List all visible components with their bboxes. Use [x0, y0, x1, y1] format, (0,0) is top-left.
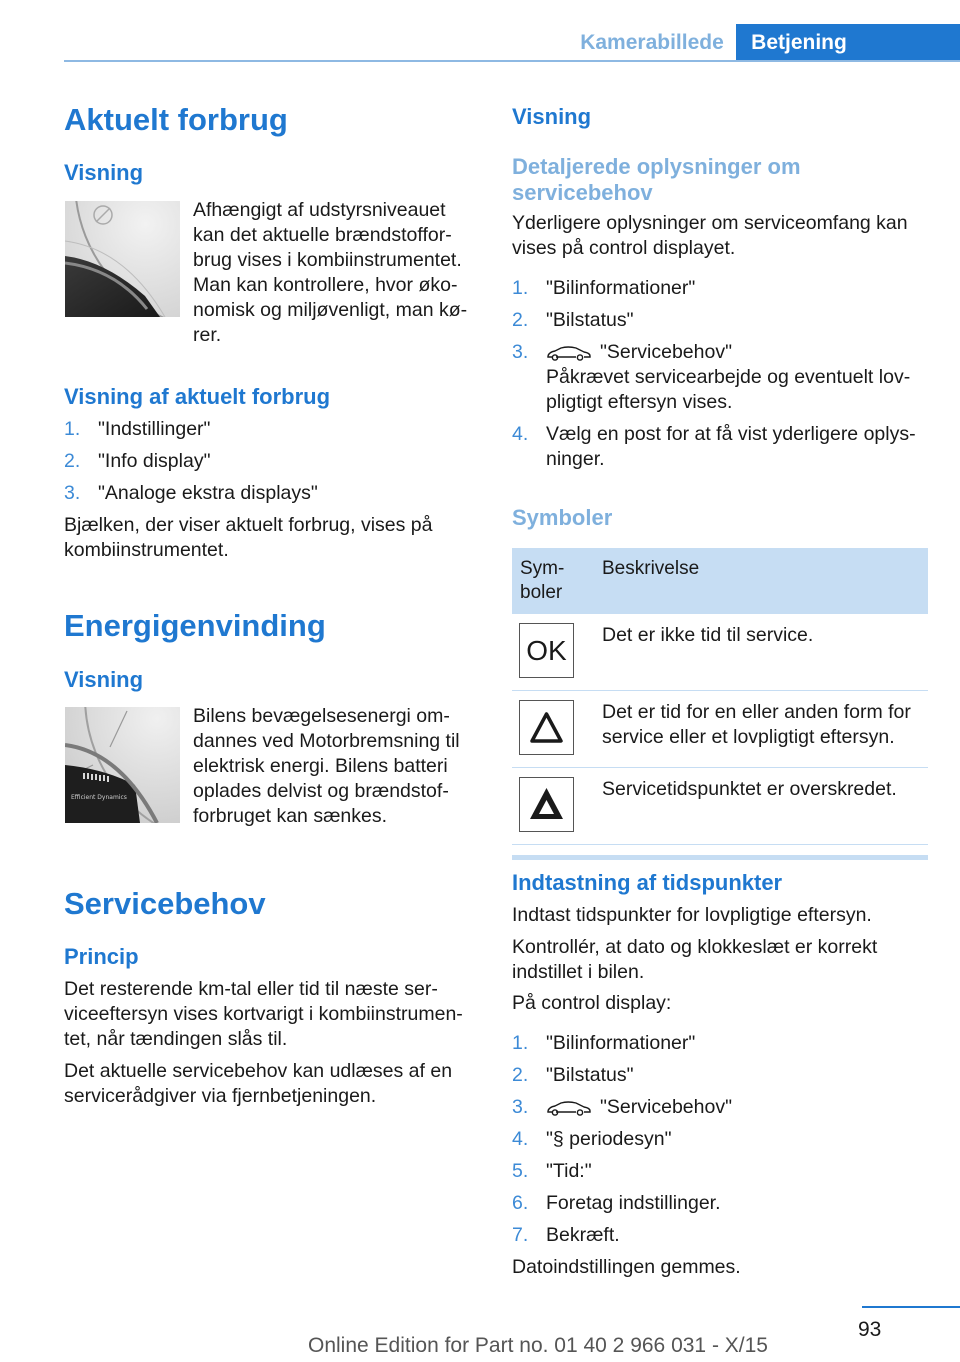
list-item [64, 481, 476, 506]
step-number: 3. [512, 341, 529, 363]
warning-triangle-icon [519, 700, 574, 755]
detail-text: Yderligere oplysninger om serviceomfang kan vises på control displayet. [512, 212, 908, 259]
step-number: 6. [512, 1192, 529, 1214]
car-service-icon [546, 345, 592, 361]
ok-icon [519, 623, 574, 678]
step-text: "Servicebehov" [600, 1096, 732, 1118]
table-cell-desc: Servicetidspunktet er overskredet. [602, 778, 897, 800]
indtast-note: Datoindstillingen gemmes. [512, 1256, 741, 1278]
step-text: "Bilinformationer" [546, 277, 696, 299]
step-number: 2. [512, 309, 529, 331]
overdue-triangle-icon [519, 777, 574, 832]
gauge-image-consumption [65, 201, 180, 317]
gauge-image-efficient-dynamics [65, 707, 180, 823]
step-number: 2. [512, 1064, 529, 1086]
table-header-symboler: Sym-boler [520, 558, 565, 603]
step-text: "§ periodesyn" [546, 1128, 672, 1150]
section-title-energigenvinding: Energigenvinding [64, 608, 326, 643]
step-text: Bekræft. [546, 1224, 620, 1246]
heading-indtastning: Indtastning af tidspunkter [512, 870, 783, 895]
footer-edition: Online Edition for Part no. 01 40 2 966 031 - X/15 [308, 1334, 768, 1357]
step-number: 7. [512, 1224, 529, 1246]
list-item [512, 1095, 928, 1120]
step-number: 1. [512, 277, 529, 299]
header-tab-kamerabillede[interactable]: Kamerabillede [580, 31, 724, 54]
footer-divider [862, 1306, 960, 1308]
table-row [512, 768, 928, 845]
heading-detaljerede-oplysninger: Detaljerede oplysninger om servicebehov [512, 154, 801, 205]
list-item [512, 422, 928, 472]
step-number: 1. [512, 1032, 529, 1054]
step-number: 2. [64, 450, 81, 472]
page-number: 93 [858, 1318, 882, 1341]
heading-visning-right: Visning [512, 104, 592, 129]
visning1-text-wrap [193, 198, 476, 348]
step-text: "Tid:" [546, 1160, 592, 1182]
indtast-text-2: Kontrollér, at dato og klokkeslæt er korrekt indstillet i bilen. [512, 936, 878, 983]
symbol-table [512, 548, 928, 860]
step-number: 3. [64, 482, 81, 504]
car-service-icon [546, 1100, 592, 1116]
step-text: Foretag indstillinger. [546, 1192, 721, 1214]
table-cell-desc: Det er tid for en eller anden form for service eller et lovpligtigt eftersyn. [602, 701, 911, 748]
heading-symboler: Symboler [512, 505, 613, 530]
visning2-text: Bilens bevægelsesenergi om-dannes ved Motorbremsning til elektrisk energi. Bilens batteri oplades delvist og brændstof-forbruget kan sænkes. [193, 705, 460, 827]
list-item [512, 1191, 928, 1216]
table-row [512, 614, 928, 691]
table-header-beskrivelse: Beskrivelse [602, 558, 700, 579]
forbrug-steps-list [64, 417, 476, 513]
step-text: "Indstillinger" [98, 418, 211, 440]
princip-text-2: Det aktuelle servicebehov kan udlæses af en servicerådgiver via fjernbetjeningen. [64, 1060, 453, 1107]
table-header [512, 548, 928, 614]
step-text: "Bilstatus" [546, 309, 634, 331]
section-title-servicebehov: Servicebehov [64, 886, 266, 921]
forbrug-note: Bjælken, der viser aktuelt forbrug, vises på kombiinstrumentet. [64, 514, 433, 561]
indtast-text-1: Indtast tidspunkter for lovpligtige eftersyn. [512, 904, 872, 926]
header-tab-betjening[interactable]: Betjening [736, 24, 862, 62]
step-number: 4. [512, 1128, 529, 1150]
step-text: Vælg en post for at få vist yderligere oplys-ninger. [546, 423, 916, 470]
indtast-text-3: På control display: [512, 992, 672, 1014]
step-text: "Bilstatus" [546, 1064, 634, 1086]
page-header [0, 0, 960, 62]
header-divider [64, 60, 960, 62]
visning1-text: Afhængigt af udstyrsniveauet kan det aktuelle brændstoffor-brug vises i kombiinstrumentet. Man kan kontrollere, hvor øko-nomisk og miljøvenligt, man kø-rer. [193, 199, 468, 346]
header-tab-fill [862, 24, 960, 62]
list-item [64, 417, 476, 442]
table-row [512, 691, 928, 768]
list-item [512, 1063, 928, 1088]
gauge-label: Efficient Dynamics [71, 794, 127, 801]
step-number: 5. [512, 1160, 529, 1182]
table-cell-desc: Det er ikke tid til service. [602, 624, 814, 646]
section-title-aktuelt-forbrug: Aktuelt forbrug [64, 102, 288, 137]
heading-princip: Princip [64, 944, 139, 969]
table-bottom-rule [512, 855, 928, 860]
step-text: "Bilinformationer" [546, 1032, 696, 1054]
list-item [512, 308, 928, 333]
list-item [512, 1159, 928, 1184]
heading-visning-2: Visning [64, 667, 144, 692]
list-item [512, 1127, 928, 1152]
step-number: 4. [512, 423, 529, 445]
step-subtext: Påkrævet servicearbejde og eventuelt lov-pligtigt eftersyn vises. [546, 366, 911, 413]
list-item [512, 340, 928, 415]
ok-icon-label: OK [526, 635, 567, 666]
step-text: "Analoge ekstra displays" [98, 482, 318, 504]
step-text: "Servicebehov" [600, 341, 732, 363]
list-item [64, 449, 476, 474]
indtast-steps-list [512, 1031, 928, 1255]
step-number: 3. [512, 1096, 529, 1118]
step-number: 1. [64, 418, 81, 440]
detail-steps-list [512, 276, 928, 479]
heading-visning-1: Visning [64, 160, 144, 185]
list-item [512, 1031, 928, 1056]
princip-text-1: Det resterende km-tal eller tid til næste ser-viceeftersyn vises kortvarigt i kombiinstrumen-tet, når tændingen slås til. [64, 978, 463, 1050]
heading-visning-af-aktuelt-forbrug: Visning af aktuelt forbrug [64, 384, 331, 409]
list-item [512, 1223, 928, 1248]
step-text: "Info display" [98, 450, 211, 472]
list-item [512, 276, 928, 301]
